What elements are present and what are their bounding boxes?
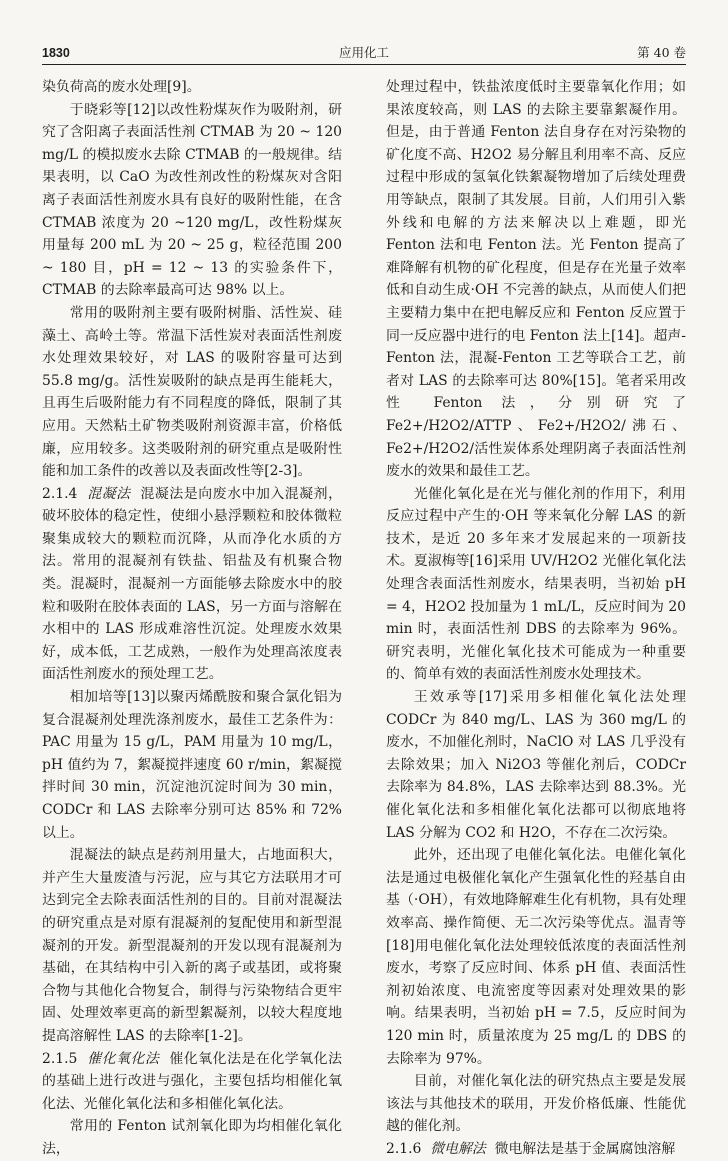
section-2-1-4 [42, 483, 342, 686]
section-2-1-5 [42, 1048, 342, 1116]
paragraph: 目前，对催化氧化法的研究热点主要是发展该法与其他技术的联用，开发价格低廉、性能优越的催化剂。 [386, 1073, 686, 1135]
paragraph: 相加培等[13]以聚丙烯酰胺和聚合氯化铝为复合混凝剂处理洗涤剂废水，最佳工艺条件为：PAC 用量为 15 g/L，PAM 用量为 10 mg/L，pH 值约为 7，絮凝搅拌速度 60 r/min，絮凝搅拌时间 30 min，沉淀池沉淀时间为 30 min，CODCr 和 LAS 去除率分别可达 85% 和 72% 以上。 [42, 689, 342, 841]
section-title: 催化氧化法 [87, 1050, 160, 1067]
section-number: 2.1.4 [42, 485, 78, 502]
journal-name: 应用化工 [338, 45, 389, 60]
section-text: 微电解法是基于金属腐蚀溶解 [494, 1140, 676, 1157]
paragraph: 王效承等[17]采用多相催化氧化法处理 CODCr 为 840 mg/L、LAS 为 360 mg/L 的废水，不加催化剂时，NaClO 对 LAS 几乎没有去除效果；加入 Ni2O3 等催化剂后，CODCr 去除率为 84.8%，LAS 去除率达到 88.3%。光催化氧化法和多相催化氧化法都可以彻底地将 LAS 分解为 CO2 和 H2O，不存在二次污染。 [386, 689, 686, 841]
page-number: 1830 [42, 46, 70, 60]
paragraph: 混凝法的缺点是药剂用量大，占地面积大，并产生大量废渣与污泥，应与其它方法联用才可达到完全去除表面活性剂的目的。目前对混凝法的研究重点是对原有混凝剂的复配使用和新型混凝剂的开发。新型混凝剂的开发以现有混凝剂为基础，在其结构中引入新的离子或基团，或将聚合物与其他化合物复合，制得与污染物结合更牢固、处理效率更高的新型絮凝剂，以较大程度地提高溶解性 LAS 的去除率[1-2]。 [42, 847, 342, 1044]
paragraph: 常用的 Fenton 试剂氧化即为均相催化氧化法， [42, 1118, 342, 1157]
paragraph: 染负荷高的废水处理[9]。 [42, 79, 201, 95]
left-column [42, 76, 342, 1157]
paragraph: 光催化氧化是在光与催化剂的作用下，利用反应过程中产生的·OH 等来氧化分解 LAS 的新技术，是近 20 多年来才发展起来的一项新技术。夏淑梅等[16]采用 UV/H2O2 光催化氧化法处理含表面活性剂废水，结果表明，当初始 pH = 4，H2O2 投加量为 1 mL/L，反应时间为 20 min 时，表面活性剂 DBS 的去除率为 96%。研究表明，光催化氧化技术可能成为一种重要的、简单有效的表面活性剂废水处理技术。 [386, 485, 686, 683]
right-column [386, 76, 686, 1157]
paragraph: 此外，还出现了电催化氧化法。电催化氧化法是通过电极催化氧化产生强氧化性的羟基自由基（·OH），有效地降解难生化有机物，具有处理效率高、操作简便、无二次污染等优点。温青等[18]用电催化氧化法处理较低浓度的表面活性剂废水，考察了反应时间、体系 pH 值、表面活性剂初始浓度、电流密度等因素对处理效果的影响。结果表明，当初始 pH = 7.5，反应时间为 120 min 时，质量浓度为 25 mg/L 的 DBS 的去除率为 97%。 [386, 847, 686, 1067]
paragraph: 常用的吸附剂主要有吸附树脂、活性炭、硅藻土、高岭土等。常温下活性炭对表面活性剂废水处理效果较好，对 LAS 的吸附容量可达到 55.8 mg/g。活性炭吸附的缺点是再生能耗大，且再生后吸附能力有不同程度的降低，限制了其应用。天然粘土矿物类吸附剂资源丰富，价格低廉，应用较多。这类吸附剂的研究重点是吸附性能和加工条件的改善以及表面改性等[2-3]。 [42, 304, 342, 480]
section-title: 混凝法 [87, 485, 131, 502]
volume-label: 第 40 卷 [637, 45, 686, 60]
section-2-1-6 [386, 1138, 686, 1161]
section-text: 催化氧化法是在化学氧化法的基础上进行改进与强化，主要包括均相催化氧化法、光催化氧化法和多相催化氧化法。 [42, 1050, 342, 1112]
section-number: 2.1.6 [386, 1140, 422, 1157]
section-text: 混凝法是向废水中加入混凝剂，破坏胶体的稳定性，使细小悬浮颗粒和胶体微粒聚集成较大的颗粒而沉降，从而净化水质的方法。常用的混凝剂有铁盐、铝盐及有机聚合物类。混凝时，混凝剂一方面能够去除废水中的胶粒和吸附在胶体表面的 LAS，另一方面与溶解在水相中的 LAS 形成难溶性沉淀。处理废水效果好，成本低，工艺成熟，一般作为处理高浓度表面活性剂废水的预处理工艺。 [42, 485, 342, 683]
paragraph: 处理过程中，铁盐浓度低时主要靠氧化作用；如果浓度较高，则 LAS 的去除主要靠絮凝作用。但是，由于普通 Fenton 法自身存在对污染物的矿化度不高、H2O2 易分解且利用率不高、反应过程中形成的氢氧化铁絮凝物增加了后续处理费用等缺点，限制了其发展。目前，人们用引入紫外线和电解的方法来解决以上难题，即光 Fenton 法和电 Fenton 法。光 Fenton 提高了难降解有机物的矿化程度，但是存在光量子效率低和自动生成·OH 不完善的缺点，从而使人们把主要精力集中在把电解反应和 Fenton 反应置于同一反应器中进行的电 Fenton 法上[14]。超声-Fenton 法，混凝-Fenton 工艺等联合工艺，前者对 LAS 的去除率可达 80%[15]。笔者采用改性 Fenton 法，分别研究了 Fe2+/H2O2/ATTP、Fe2+/H2O2/沸石、Fe2+/H2O2/活性炭体系处理阴离子表面活性剂废水的效果和最佳工艺。 [386, 79, 686, 480]
running-header [42, 42, 686, 65]
section-number: 2.1.5 [42, 1050, 78, 1067]
paragraph: 于晓彩等[12]以改性粉煤灰作为吸附剂，研究了含阳离子表面活性剂 CTMAB 为 20 ~ 120 mg/L 的模拟废水去除 CTMAB 的一般规律。结果表明，以 CaO 为改性剂改性的粉煤灰对含阳离子表面活性剂废水具有良好的吸附性能，在含 CTMAB 浓度为 20 ~120 mg/L，改性粉煤灰用量每 200 mL 为 20 ~ 25 g，粒径范围 200 ~ 180 目，pH = 12 ~ 13 的实验条件下，CTMAB 的去除率最高可达 98% 以上。 [42, 101, 342, 299]
section-title: 微电解法 [430, 1140, 486, 1157]
